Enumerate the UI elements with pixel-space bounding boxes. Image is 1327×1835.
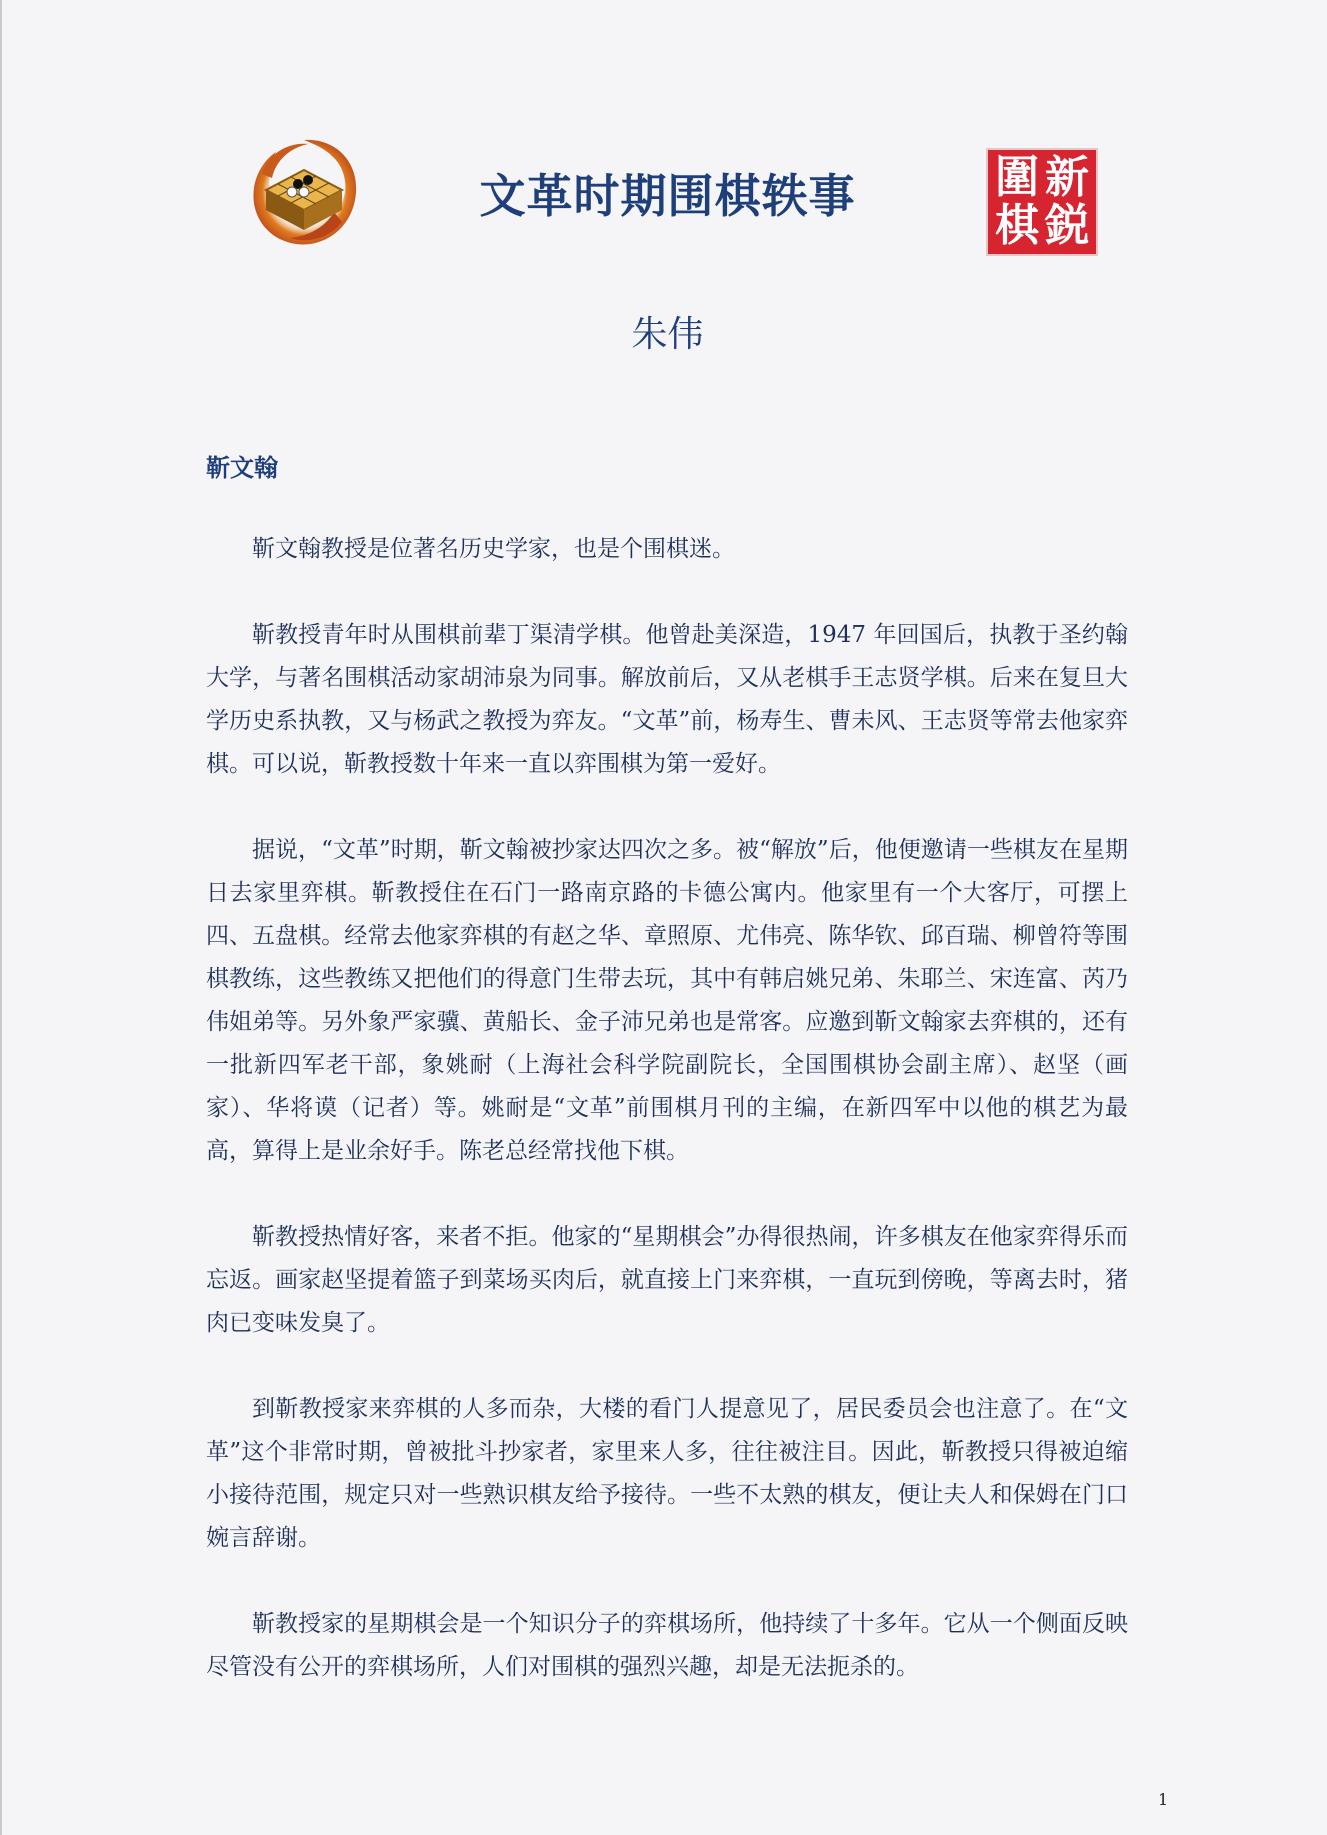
author-name: 朱伟 <box>631 314 704 355</box>
paragraph: 到靳教授家来弈棋的人多而杂，大楼的看门人提意见了，居民委员会也注意了。在“文革”这个非常时期，曾被批斗抄家者，家里来人多，往往被注目。因此，靳教授只得被迫缩小接待范围，规定只对一些熟识棋友给予接待。一些不太熟的棋友，便让夫人和保姆在门口婉言辞谢。 <box>206 1396 1128 1551</box>
paragraph: 靳教授热情好客，来者不拒。他家的“星期棋会”办得很热闹，许多棋友在他家弈得乐而忘返。画家赵坚提着篮子到菜场买肉后，就直接上门来弈棋，一直玩到傍晚，等离去时，猪肉已变味发臭了。 <box>206 1224 1128 1336</box>
paragraph: 靳教授青年时从围棋前辈丁渠清学棋。他曾赴美深造，1947 年回国后，执教于圣约翰大学，与著名围棋活动家胡沛泉为同事。解放前后，又从老棋手王志贤学棋。后来在复旦大学历史系执教，又与杨武之教授为弈友。“文革”前，杨寿生、曹未风、王志贤等常去他家弈棋。可以说，靳教授数十年来一直以弈围棋为第一爱好。 <box>206 622 1128 777</box>
paragraph: 靳文翰教授是位著名历史学家，也是个围棋迷。 <box>252 536 735 562</box>
body-text <box>206 528 1128 1732</box>
document-title: 文革时期围棋轶事 <box>479 169 856 223</box>
seal-stamp-icon: 新 鋭 圍 棋 <box>986 148 1098 256</box>
section-heading: 靳文翰 <box>206 453 278 482</box>
paragraph: 靳教授家的星期棋会是一个知识分子的弈棋场所，他持续了十多年。它从一个侧面反映尽管没有公开的弈棋场所，人们对围棋的强烈兴趣，却是无法扼杀的。 <box>206 1611 1128 1680</box>
paragraph: 据说，“文革”时期，靳文翰被抄家达四次之多。被“解放”后，他便邀请一些棋友在星期日去家里弈棋。靳教授住在石门一路南京路的卡德公寓内。他家里有一个大客厅，可摆上四、五盘棋。经常去他家弈棋的有赵之华、章照原、尤伟亮、陈华钦、邱百瑞、柳曾符等围棋教练，这些教练又把他们的得意门生带去玩，其中有韩启姚兄弟、朱耶兰、宋连富、芮乃伟姐弟等。另外象严家骥、黄船长、金子沛兄弟也是常客。应邀到靳文翰家去弈棋的，还有一批新四军老干部，象姚耐（上海社会科学院副院长，全国围棋协会副主席）、赵坚（画家）、华将谟（记者）等。姚耐是“文革”前围棋月刊的主编，在新四军中以他的棋艺为最高，算得上是业余好手。陈老总经常找他下棋。 <box>206 837 1128 1164</box>
page-number: 1 <box>1158 1790 1169 1809</box>
